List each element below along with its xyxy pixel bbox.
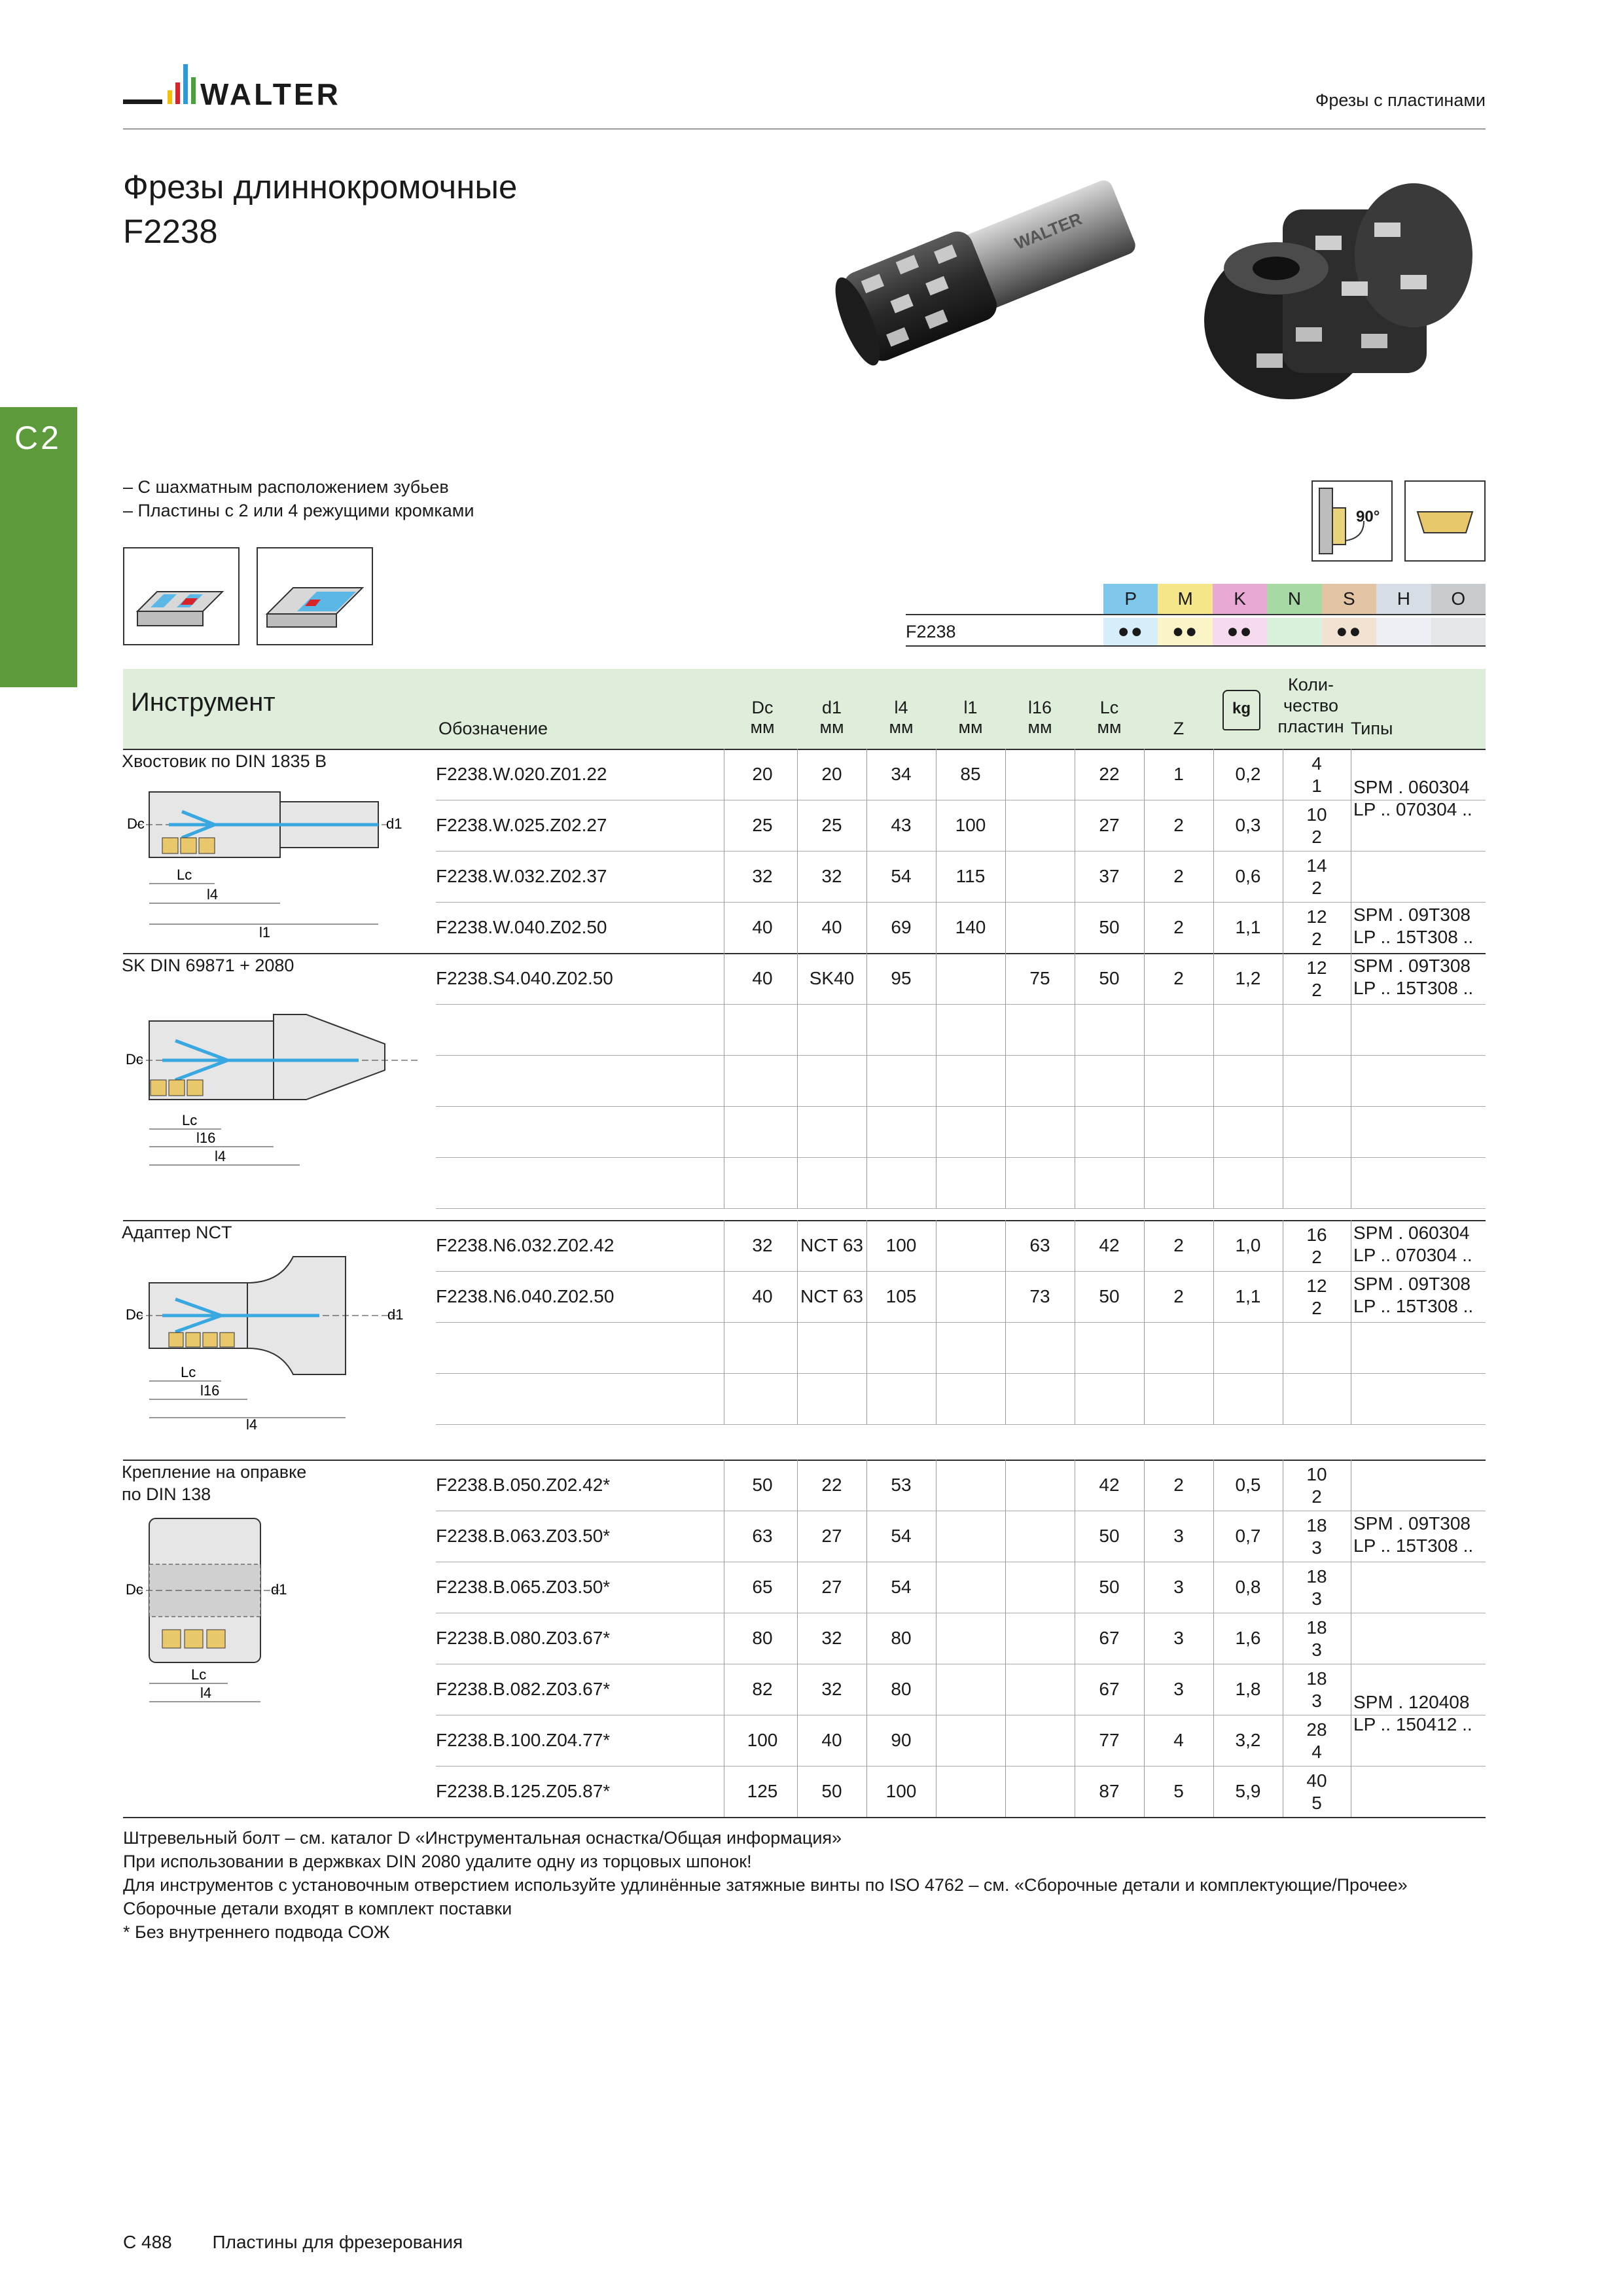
designation-cell: F2238.N6.032.Z02.42 [436, 1235, 615, 1255]
angle-90-icon [1311, 480, 1393, 562]
insert-type: LP .. 070304 .. [1353, 1245, 1472, 1265]
weight-cell: 1,0 [1235, 1235, 1261, 1255]
col-l16: l16 мм [1027, 698, 1052, 737]
insert-type: SPM . 09T308 [1353, 905, 1471, 925]
types-cell [1353, 776, 1484, 821]
edges-value: 3 [1311, 1691, 1322, 1711]
designation-cell: F2238.W.025.Z02.27 [436, 815, 607, 835]
qty-value: 18 [1306, 1515, 1327, 1535]
weight-cell: 1,1 [1235, 1286, 1261, 1306]
dc-cell: 32 [752, 866, 773, 886]
d1-label: d1 [271, 1581, 287, 1598]
qty-value: 28 [1306, 1719, 1327, 1740]
qty-value: 16 [1306, 1225, 1327, 1245]
weight-cell: 1,8 [1235, 1679, 1261, 1699]
suitability-s: ●● [1322, 618, 1376, 645]
material-suitability-row [1103, 618, 1486, 645]
lc-cell: 42 [1099, 1235, 1120, 1255]
qty-cell [1283, 1613, 1351, 1661]
weight-cell: 0,5 [1235, 1475, 1261, 1495]
l4-label: l4 [246, 1416, 258, 1433]
l4-label: l4 [215, 1148, 226, 1164]
z-cell: 2 [1173, 1235, 1184, 1255]
designation-cell: F2238.B.063.Z03.50* [436, 1526, 611, 1546]
section-tab-label: C2 [14, 420, 62, 456]
arbor-mount-drawing [123, 1512, 319, 1715]
insert-type: SPM . 09T308 [1353, 1513, 1471, 1534]
insert-type: LP .. 070304 .. [1353, 799, 1472, 819]
row-divider [436, 1055, 1486, 1056]
insert-type: LP .. 15T308 .. [1353, 927, 1474, 947]
l4-cell: 95 [891, 968, 912, 988]
l4-label: l4 [200, 1685, 212, 1701]
types-cell [1353, 1273, 1484, 1318]
types-cell [1353, 1222, 1484, 1266]
l4-cell: 105 [885, 1286, 917, 1306]
l4-cell: 69 [891, 917, 912, 937]
col-l4: l4 мм [889, 698, 914, 737]
qty-cell [1283, 1715, 1351, 1763]
l4-cell: 53 [891, 1475, 912, 1495]
face-milling-icon [257, 547, 373, 645]
z-cell: 4 [1173, 1730, 1184, 1750]
lc-cell: 67 [1099, 1679, 1120, 1699]
d1-cell: 50 [821, 1781, 842, 1801]
designation-cell: F2238.B.080.Z03.67* [436, 1628, 611, 1648]
weight-cell: 0,2 [1235, 764, 1261, 784]
d1-label: d1 [387, 1306, 404, 1323]
qty-cell [1283, 953, 1351, 1001]
dc-cell: 40 [752, 968, 773, 988]
z-cell: 2 [1173, 866, 1184, 886]
dc-cell: 100 [747, 1730, 778, 1750]
d1-cell: 40 [821, 917, 842, 937]
lc-cell: 50 [1099, 1286, 1120, 1306]
z-cell: 2 [1173, 1475, 1184, 1495]
qty-value: 12 [1306, 906, 1327, 927]
l1-cell: 85 [960, 764, 981, 784]
feature-item: – Пластины с 2 или 4 режущими кромками [123, 501, 474, 520]
material-m: M [1158, 584, 1212, 614]
l4-cell: 54 [891, 866, 912, 886]
note-item: Штревельный болт – см. каталог D «Инструментальная оснастка/Общая информация» [123, 1828, 842, 1848]
d1-cell: NCT 63 [800, 1286, 863, 1306]
weight-cell: 0,7 [1235, 1526, 1261, 1546]
l4-cell: 34 [891, 764, 912, 784]
d1-cell: 22 [821, 1475, 842, 1495]
l1-label: l1 [259, 924, 271, 941]
z-cell: 5 [1173, 1781, 1184, 1801]
table-row [123, 1664, 1486, 1715]
types-cell [1353, 1691, 1484, 1736]
lc-cell: 42 [1099, 1475, 1120, 1495]
insert-type: LP .. 150412 .. [1353, 1714, 1472, 1734]
dc-cell: 125 [747, 1781, 778, 1801]
table-row [123, 1460, 1486, 1511]
material-h: H [1376, 584, 1431, 614]
suitability-p: ●● [1103, 618, 1158, 645]
l4-cell: 80 [891, 1679, 912, 1699]
l4-cell: 90 [891, 1730, 912, 1750]
d1-cell: 32 [821, 1679, 842, 1699]
insert-type: SPM . 060304 [1353, 1223, 1470, 1243]
l16-cell: 73 [1029, 1286, 1050, 1306]
page-number: C 488 [123, 2232, 172, 2252]
l16-cell: 75 [1029, 968, 1050, 988]
z-cell: 3 [1173, 1679, 1184, 1699]
qty-cell [1283, 1511, 1351, 1559]
z-cell: 1 [1173, 764, 1184, 784]
weight-cell: 1,6 [1235, 1628, 1261, 1648]
edges-value: 2 [1311, 1247, 1322, 1267]
insert-type: LP .. 15T308 .. [1353, 978, 1474, 998]
d1-cell: 32 [821, 866, 842, 886]
title-line-2: F2238 [123, 213, 218, 250]
dc-label: Dc [126, 1306, 143, 1323]
edges-value: 3 [1311, 1640, 1322, 1660]
lc-label: Lc [191, 1666, 207, 1683]
qty-cell [1283, 1460, 1351, 1508]
material-tool-name: F2238 [906, 622, 956, 641]
designation-cell: F2238.N6.040.Z02.50 [436, 1286, 615, 1306]
d1-cell: 20 [821, 764, 842, 784]
page-title [123, 165, 517, 254]
lc-label: Lc [181, 1364, 196, 1380]
weight-cell: 0,3 [1235, 815, 1261, 835]
edges-value: 2 [1311, 980, 1322, 1000]
angle-value: 90° [1356, 508, 1380, 526]
l16-label: l16 [200, 1382, 220, 1399]
qty-cell [1283, 1271, 1351, 1319]
d1-cell: 32 [821, 1628, 842, 1648]
qty-value: 4 [1311, 753, 1322, 774]
z-cell: 2 [1173, 917, 1184, 937]
walter-logo [123, 60, 398, 132]
col-dc: Dc мм [750, 698, 775, 737]
qty-value: 40 [1306, 1770, 1327, 1791]
table-title: Инструмент [131, 688, 276, 717]
footer-title: Пластины для фрезерования [212, 2232, 463, 2252]
dc-label: Dc [127, 816, 145, 832]
qty-value: 10 [1306, 1464, 1327, 1484]
designation-cell: F2238.B.100.Z04.77* [436, 1730, 611, 1750]
table-row [123, 953, 1486, 1004]
types-cell [1353, 1513, 1484, 1557]
weight-icon: kg [1222, 690, 1260, 730]
lc-cell: 50 [1099, 1577, 1120, 1597]
qty-cell [1283, 1220, 1351, 1268]
lc-cell: 87 [1099, 1781, 1120, 1801]
table-row [123, 1766, 1486, 1817]
dc-cell: 82 [752, 1679, 773, 1699]
lc-cell: 50 [1099, 1526, 1120, 1546]
shell-cutter-photo [1178, 157, 1492, 419]
qty-value: 12 [1306, 1276, 1327, 1296]
suitability-h [1376, 618, 1431, 645]
qty-value: 18 [1306, 1617, 1327, 1638]
edges-value: 2 [1311, 1486, 1322, 1507]
table-header [123, 669, 1486, 749]
material-divider [906, 614, 1486, 615]
row-divider [436, 1424, 1486, 1425]
col-lc: Lc мм [1097, 698, 1122, 737]
material-groups-header [1103, 584, 1486, 614]
z-cell: 3 [1173, 1628, 1184, 1648]
material-n: N [1267, 584, 1321, 614]
row-divider [436, 1004, 1486, 1005]
d1-cell: 27 [821, 1577, 842, 1597]
qty-value: 18 [1306, 1668, 1327, 1689]
lc-cell: 67 [1099, 1628, 1120, 1648]
section-name-text: по DIN 138 [122, 1484, 211, 1504]
dc-cell: 40 [752, 1286, 773, 1306]
section-name-text: SK DIN 69871 + 2080 [122, 956, 294, 975]
z-cell: 3 [1173, 1577, 1184, 1597]
qty-cell [1283, 800, 1351, 848]
lc-label: Lc [177, 867, 192, 883]
row-divider [436, 1208, 1486, 1209]
lc-cell: 77 [1099, 1730, 1120, 1750]
qty-cell [1283, 749, 1351, 797]
col-l1: l1 мм [958, 698, 983, 737]
l4-cell: 54 [891, 1526, 912, 1546]
nct-adapter-drawing [123, 1244, 411, 1433]
note-item: Для инструментов с установочным отверстием используйте удлинённые затяжные винты по ISO 4762 – см. «Сборочные детали и комплектующие/Прочее» [123, 1875, 1408, 1895]
header-divider [123, 128, 1486, 130]
insert-shape-icon [1404, 480, 1486, 562]
edges-value: 2 [1311, 878, 1322, 898]
qty-value: 14 [1306, 855, 1327, 876]
material-s: S [1322, 584, 1376, 614]
dc-cell: 50 [752, 1475, 773, 1495]
section-name-text: Крепление на оправке [122, 1462, 307, 1482]
types-cell [1353, 904, 1484, 948]
section-label: Фрезы с пластинами [1315, 90, 1486, 110]
edges-value: 2 [1311, 929, 1322, 949]
insert-type: SPM . 060304 [1353, 777, 1470, 797]
col-designation: Обозначение [438, 719, 548, 738]
page-footer [123, 2232, 498, 2253]
lc-cell: 50 [1099, 917, 1120, 937]
edges-value: 1 [1311, 776, 1322, 796]
weight-cell: 5,9 [1235, 1781, 1261, 1801]
qty-value: 12 [1306, 958, 1327, 978]
insert-type: LP .. 15T308 .. [1353, 1535, 1474, 1556]
edges-value: 5 [1311, 1793, 1322, 1813]
title-line-1: Фрезы длиннокромочные [123, 168, 518, 206]
weight-cell: 1,2 [1235, 968, 1261, 988]
table-row [123, 1715, 1486, 1766]
lc-cell: 50 [1099, 968, 1120, 988]
material-o: O [1431, 584, 1486, 614]
dc-cell: 20 [752, 764, 773, 784]
edges-value: 4 [1311, 1742, 1322, 1762]
slot-milling-icon [123, 547, 240, 645]
z-cell: 2 [1173, 1286, 1184, 1306]
shank-cutter-photo [812, 149, 1178, 411]
row-divider [436, 1322, 1486, 1323]
d1-cell: SK40 [809, 968, 855, 988]
table-bottom-line [123, 1817, 1486, 1818]
dc-cell: 63 [752, 1526, 773, 1546]
d1-cell: 27 [821, 1526, 842, 1546]
z-cell: 2 [1173, 968, 1184, 988]
weight-cell: 1,1 [1235, 917, 1261, 937]
edges-value: 3 [1311, 1537, 1322, 1558]
d1-label: d1 [386, 816, 402, 832]
dc-cell: 80 [752, 1628, 773, 1648]
material-divider-bottom [906, 645, 1486, 647]
qty-value: 18 [1306, 1566, 1327, 1587]
designation-cell: F2238.W.020.Z01.22 [436, 764, 607, 784]
designation-cell: F2238.B.050.Z02.42* [436, 1475, 611, 1495]
designation-cell: F2238.B.065.Z03.50* [436, 1577, 611, 1597]
l4-cell: 100 [885, 1781, 917, 1801]
insert-type: SPM . 09T308 [1353, 956, 1471, 976]
col-types: Типы [1351, 719, 1393, 738]
weight-cell: 3,2 [1235, 1730, 1261, 1750]
z-cell: 3 [1173, 1526, 1184, 1546]
sk-taper-drawing [123, 1001, 424, 1178]
l4-cell: 43 [891, 815, 912, 835]
lc-label: Lc [182, 1112, 198, 1128]
l4-label: l4 [207, 886, 219, 903]
table-row [123, 1511, 1486, 1562]
designation-cell: F2238.S4.040.Z02.50 [436, 968, 613, 988]
section-name-text: Хвостовик по DIN 1835 B [122, 751, 327, 771]
d1-cell: 25 [821, 815, 842, 835]
dc-label: Dc [126, 1581, 143, 1598]
weight-cell: 0,8 [1235, 1577, 1261, 1597]
l4-cell: 100 [885, 1235, 917, 1255]
row-divider [436, 1106, 1486, 1107]
lc-cell: 27 [1099, 815, 1120, 835]
svg-text:WALTER: WALTER [200, 77, 341, 111]
qty-cell [1283, 851, 1351, 899]
l4-cell: 80 [891, 1628, 912, 1648]
feature-list [123, 475, 474, 522]
note-item: * Без внутреннего подвода СОЖ [123, 1922, 390, 1942]
material-k: K [1213, 584, 1267, 614]
dc-cell: 65 [752, 1577, 773, 1597]
designation-cell: F2238.B.125.Z05.87* [436, 1781, 611, 1801]
suitability-n [1267, 618, 1321, 645]
l16-label: l16 [196, 1130, 216, 1146]
note-item: Сборочные детали входят в комплект поставки [123, 1899, 512, 1918]
d1-cell: NCT 63 [800, 1235, 863, 1255]
lc-cell: 37 [1099, 866, 1120, 886]
dc-label: Dc [126, 1051, 143, 1067]
d1-cell: 40 [821, 1730, 842, 1750]
qty-cell [1283, 1562, 1351, 1610]
suitability-o [1431, 618, 1486, 645]
note-item: При использовании в держвках DIN 2080 удалите одну из торцовых шпонок! [123, 1852, 752, 1871]
dc-cell: 32 [752, 1235, 773, 1255]
material-p: P [1103, 584, 1158, 614]
insert-type: SPM . 09T308 [1353, 1274, 1471, 1294]
cylindrical-shank-drawing [123, 772, 411, 949]
qty-cell [1283, 1766, 1351, 1814]
dc-cell: 25 [752, 815, 773, 835]
section-name-text: Адаптер NCT [122, 1223, 232, 1242]
weight-cell: 0,6 [1235, 866, 1261, 886]
dc-cell: 40 [752, 917, 773, 937]
l4-cell: 54 [891, 1577, 912, 1597]
edges-value: 3 [1311, 1588, 1322, 1609]
col-z: Z [1173, 719, 1185, 738]
row-divider [436, 1157, 1486, 1158]
notes [123, 1826, 1408, 1944]
edges-value: 2 [1311, 827, 1322, 847]
z-cell: 2 [1173, 815, 1184, 835]
feature-item: – С шахматным расположением зубьев [123, 477, 449, 497]
types-cell [1353, 955, 1484, 999]
col-d1: d1 мм [819, 698, 844, 737]
edges-value: 2 [1311, 1298, 1322, 1318]
l1-cell: 140 [955, 917, 986, 937]
suitability-m: ●● [1158, 618, 1212, 645]
row-divider [436, 1373, 1486, 1374]
table-row [123, 1562, 1486, 1613]
lc-cell: 22 [1099, 764, 1120, 784]
table-row [123, 1613, 1486, 1664]
qty-cell [1283, 902, 1351, 950]
svg-text:WALTER: WALTER [1012, 208, 1085, 254]
l1-cell: 115 [955, 866, 986, 886]
l1-cell: 100 [955, 815, 986, 835]
qty-cell [1283, 1664, 1351, 1712]
qty-value: 10 [1306, 804, 1327, 825]
insert-type: SPM . 120408 [1353, 1692, 1470, 1712]
designation-cell: F2238.W.032.Z02.37 [436, 866, 607, 886]
col-qty: Коли- чество пластин [1277, 675, 1344, 736]
suitability-k: ●● [1213, 618, 1267, 645]
insert-type: LP .. 15T308 .. [1353, 1296, 1474, 1316]
designation-cell: F2238.B.082.Z03.67* [436, 1679, 611, 1699]
designation-cell: F2238.W.040.Z02.50 [436, 917, 607, 937]
l16-cell: 63 [1029, 1235, 1050, 1255]
